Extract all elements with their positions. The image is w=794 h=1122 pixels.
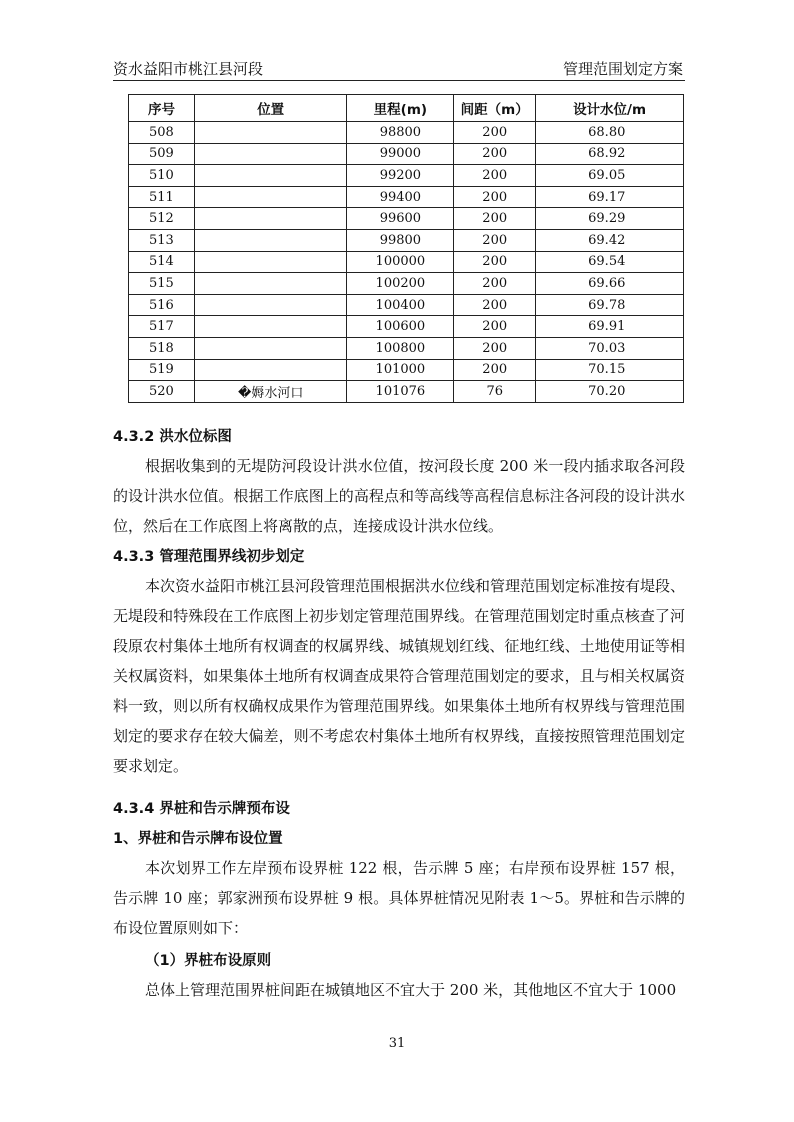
cell-number: 512 [129,208,195,230]
cell-location [194,251,347,273]
cell-location [194,208,347,230]
cell-spacing: 200 [454,251,536,273]
cell-number: 519 [129,359,195,381]
cell-mileage: 100200 [347,273,454,295]
header-divider [113,80,685,81]
cell-location [194,229,347,251]
column-header-spacing: 间距（m） [454,95,536,122]
cell-mileage: 100000 [347,251,454,273]
cell-location: �媷水河口 [194,381,347,403]
cell-number: 517 [129,316,195,338]
cell-mileage: 98800 [347,122,454,144]
column-header-location: 位置 [194,95,347,122]
cell-number: 511 [129,186,195,208]
cell-design-water-level: 69.78 [536,294,684,316]
cell-design-water-level: 69.05 [536,165,684,187]
cell-design-water-level: 70.15 [536,359,684,381]
subheading-placement-location: 1、界桩和告示牌布设位置 [113,831,283,847]
cell-design-water-level: 70.03 [536,337,684,359]
cell-number: 516 [129,294,195,316]
table-row [129,143,684,165]
cell-mileage: 99200 [347,165,454,187]
cell-mileage: 100600 [347,316,454,338]
cell-mileage: 99000 [347,143,454,165]
page-header [113,58,683,80]
cell-spacing: 200 [454,208,536,230]
cell-location [194,359,347,381]
table-row [129,337,684,359]
header-section-title: 管理范围划定方案 [562,60,683,78]
table-body [129,122,684,403]
column-header-mileage: 里程(m) [347,95,454,122]
section-heading-4-3-3: 4.3.3 管理范围界线初步划定 [113,549,305,565]
table-header-row [129,95,684,122]
table-row [129,229,684,251]
cell-design-water-level: 68.92 [536,143,684,165]
paragraph-boundary-delineation: 本次资水益阳市桃江县河段管理范围根据洪水位线和管理范围划定标准按有堤段、无堤段和特殊段在工作底图上初步划定管理范围界线。在管理范围划定时重点核查了河段原农村集体土地所有权调查的权属界线、城镇规划红线、征地红线、土地使用证等相关权属资料，如果集体土地所有权调查成果符合管理范围划定的要求，且与相关权属资料一致，则以所有权确权成果作为管理范围界线。如果集体土地所有权界线与管理范围划定的要求存在较大偏差，则不考虑农村集体土地所有权界线，直接按照管理范围划定要求划定。 [113,577,686,775]
cell-spacing: 200 [454,165,536,187]
table-row [129,359,684,381]
cell-spacing: 200 [454,229,536,251]
cell-location [194,165,347,187]
section-heading-4-3-4: 4.3.4 界桩和告示牌预布设 [113,801,290,817]
page-number: 31 [388,1036,406,1051]
paragraph-pile-spacing: 总体上管理范围界桩间距在城镇地区不宜大于 200 米，其他地区不宜大于 1000 [145,981,677,999]
cell-spacing: 200 [454,186,536,208]
table-row [129,251,684,273]
cell-number: 520 [129,381,195,403]
table-row [129,316,684,338]
cell-location [194,122,347,144]
table-row [129,186,684,208]
cell-mileage: 100400 [347,294,454,316]
cell-mileage: 99600 [347,208,454,230]
paragraph-flood-level-marking: 根据收集到的无堤防河段设计洪水位值，按河段长度 200 米一段内插求取各河段的设计洪水位值。根据工作底图上的高程点和等高线等高程信息标注各河段的设计洪水位，然后在工作底图上将离散的点，连接成设计洪水位线。 [113,457,685,535]
cell-mileage: 100800 [347,337,454,359]
cell-location [194,316,347,338]
cell-number: 515 [129,273,195,295]
cell-spacing: 200 [454,273,536,295]
subheading-pile-principle: （1）界桩布设原则 [145,953,272,969]
cell-number: 509 [129,143,195,165]
cell-design-water-level: 69.91 [536,316,684,338]
cell-spacing: 76 [454,381,536,403]
table-row [129,381,684,403]
cell-spacing: 200 [454,122,536,144]
cell-design-water-level: 69.66 [536,273,684,295]
column-header-design-water-level: 设计水位/m [536,95,684,122]
cell-design-water-level: 69.42 [536,229,684,251]
cell-mileage: 99800 [347,229,454,251]
cell-location [194,186,347,208]
table-row [129,273,684,295]
cell-number: 508 [129,122,195,144]
table-row [129,294,684,316]
cell-design-water-level: 69.17 [536,186,684,208]
cell-spacing: 200 [454,316,536,338]
cell-spacing: 200 [454,337,536,359]
cell-location [194,294,347,316]
cell-mileage: 99400 [347,186,454,208]
cell-number: 514 [129,251,195,273]
cell-spacing: 200 [454,294,536,316]
cell-location [194,273,347,295]
cell-design-water-level: 69.54 [536,251,684,273]
cell-design-water-level: 68.80 [536,122,684,144]
paragraph-pile-placement: 本次划界工作左岸预布设界桩 122 根，告示牌 5 座；右岸预布设界桩 157 根，告示牌 10 座；郭家洲预布设界桩 9 根。具体界桩情况见附表 1～5。界桩和告示牌的布设位置原则如下： [113,859,685,937]
table-row [129,208,684,230]
cell-number: 510 [129,165,195,187]
section-heading-4-3-2: 4.3.2 洪水位标图 [113,429,232,445]
column-header-number: 序号 [129,95,195,122]
cell-design-water-level: 70.20 [536,381,684,403]
table-row [129,165,684,187]
cell-number: 518 [129,337,195,359]
mileage-water-level-table [128,94,684,403]
cell-number: 513 [129,229,195,251]
cell-mileage: 101076 [347,381,454,403]
cell-spacing: 200 [454,143,536,165]
cell-mileage: 101000 [347,359,454,381]
cell-design-water-level: 69.29 [536,208,684,230]
cell-spacing: 200 [454,359,536,381]
cell-location [194,337,347,359]
table-row [129,122,684,144]
header-document-title: 资水益阳市桃江县河段 [113,60,264,78]
cell-location [194,143,347,165]
